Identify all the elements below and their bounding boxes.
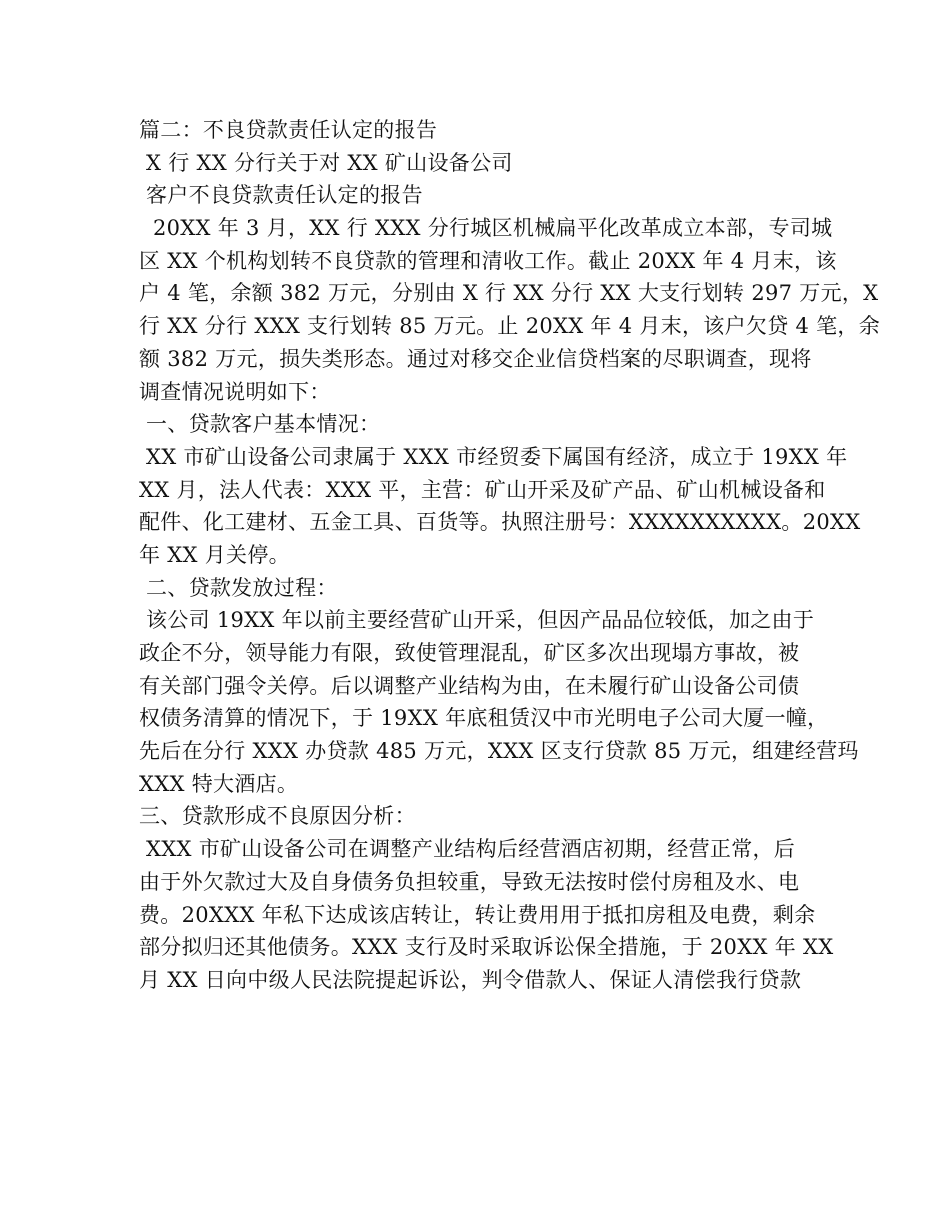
paragraph-line: 行 XX 分行 XXX 支行划转 85 万元。止 20XX 年 4 月末，该户欠贷 4 笔，余: [139, 314, 881, 339]
paragraph-line: 月 XX 日向中级人民法院提起诉讼，判令借款人、保证人清偿我行贷款: [139, 967, 802, 992]
report-title-line-2: 客户不良贷款责任认定的报告: [139, 183, 423, 208]
report-title-line-1: X 行 XX 分行关于对 XX 矿山设备公司: [139, 150, 513, 175]
paragraph-line: 该公司 19XX 年以前主要经营矿山开采，但因产品品位较低，加之由于: [139, 608, 815, 633]
paragraph-line: XX 月，法人代表：XXX 平，主营：矿山开采及矿产品、矿山机械设备和: [139, 477, 826, 502]
paragraph-line: 有关部门强令关停。后以调整产业结构为由，在未履行矿山设备公司债: [139, 673, 800, 698]
paragraph-line: 调查情况说明如下：: [139, 379, 331, 404]
document-body: [139, 114, 881, 997]
paragraph-line: XXX 特大酒店。: [139, 771, 299, 796]
paragraph-line: 额 382 万元，损失类形态。通过对移交企业信贷档案的尽职调查，现将: [139, 346, 812, 371]
paragraph-line: 部分拟归还其他债务。XXX 支行及时采取诉讼保全措施，于 20XX 年 XX: [139, 935, 834, 960]
paragraph-line: 先后在分行 XXX 办贷款 485 万元，XXX 区支行贷款 85 万元，组建经营玛: [139, 739, 859, 764]
paragraph-line: 户 4 笔，余额 382 万元，分别由 X 行 XX 分行 XX 大支行划转 297 万元，X: [139, 281, 879, 306]
section-heading: 篇二：不良贷款责任认定的报告: [139, 118, 438, 142]
paragraph-line: 权债务清算的情况下，于 19XX 年底租赁汉中市光明电子公司大厦一幢，: [139, 706, 829, 731]
subheading-cause-analysis: 三、贷款形成不良原因分析：: [139, 804, 416, 829]
paragraph-line: XX 市矿山设备公司隶属于 XXX 市经贸委下属国有经济，成立于 19XX 年: [139, 444, 848, 469]
subheading-basic-info: 一、贷款客户基本情况：: [139, 412, 381, 437]
paragraph-line: 年 XX 月关停。: [139, 542, 290, 567]
paragraph-line: 20XX 年 3 月，XX 行 XXX 分行城区机械扁平化改革成立本部，专司城: [139, 216, 833, 241]
paragraph-line: 由于外欠款过大及自身债务负担较重，导致无法按时偿付房租及水、电: [139, 869, 800, 894]
paragraph-line: 费。20XXX 年私下达成该店转让，转让费用用于抵扣房租及电费，剩余: [139, 902, 816, 927]
paragraph-line: XXX 市矿山设备公司在调整产业结构后经营酒店初期，经营正常，后: [139, 837, 796, 862]
paragraph-line: 区 XX 个机构划转不良贷款的管理和清收工作。截止 20XX 年 4 月末，该: [139, 248, 837, 273]
paragraph-line: 配件、化工建材、五金工具、百货等。执照注册号：XXXXXXXXXX。20XX: [139, 510, 861, 535]
subheading-loan-process: 二、贷款发放过程：: [139, 575, 338, 600]
paragraph-line: 政企不分，领导能力有限，致使管理混乱，矿区多次出现塌方事故，被: [139, 641, 800, 665]
